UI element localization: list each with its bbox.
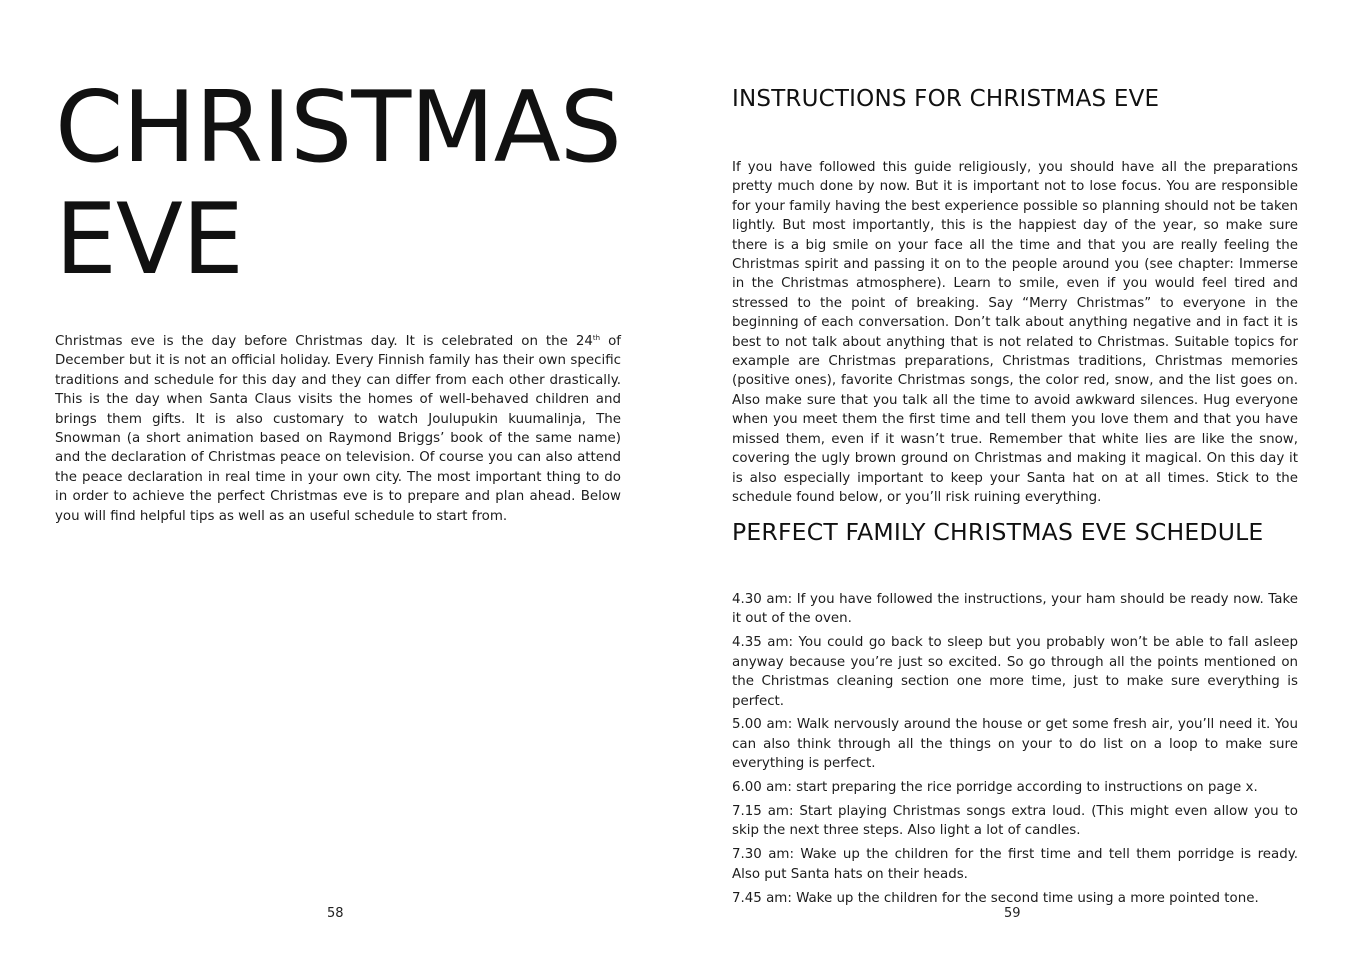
- chapter-title-line-2: EVE: [55, 183, 243, 297]
- chapter-title-line-1: CHRISTMAS: [55, 71, 621, 185]
- page-number-left: 58: [327, 906, 344, 921]
- page-number-right: 59: [1004, 906, 1021, 921]
- right-page: [676, 0, 1353, 960]
- schedule-list: [732, 590, 1298, 913]
- schedule-item: 5.00 am: Walk nervously around the house or get some fresh air, you’ll need it. You can also think through all the things on your to do list on a loop to make sure everything is perfect.: [732, 717, 1298, 772]
- chapter-title: [55, 72, 655, 296]
- instructions-heading: INSTRUCTIONS FOR CHRISTMAS EVE: [732, 86, 1160, 112]
- schedule-item: 7.30 am: Wake up the children for the first time and tell them porridge is ready. Also put Santa hats on their heads.: [732, 847, 1298, 882]
- instructions-paragraph: If you have followed this guide religiously, you should have all the preparations pretty much done by now. But it is important not to lose focus. You are responsible for your family having the best experience possible so planning should not be taken lightly. But most importantly, this is the happiest day of the year, so make sure there is a big smile on your face all the time and that you are really feeling the Christmas spirit and passing it on to the people around you (see chapter: Immerse in the Christmas atmosphere). Learn to smile, even if you would feel tired and stressed to the point of breaking. Say “Merry Christmas” to everyone in the beginning of each conversation. Don’t talk about anything negative and in fact it is best to not talk about anything that is not related to Christmas. Suitable topics for example are Christmas preparations, Christmas traditions, Christmas memories (positive ones), favorite Christmas songs, the color red, snow, and the list goes on. Also make sure that you talk all the time to avoid awkward silences. Hug everyone when you meet them the first time and tell them you love them and that you have missed them, even if it wasn’t true. Remember that white lies are like the snow, covering the ugly brown ground on Christmas and making it magical. On this day it is also especially important to keep your Santa hat on at all times. Stick to the schedule found below, or you’ll risk ruining everything.: [732, 160, 1298, 505]
- ordinal-superscript: th: [592, 334, 601, 342]
- schedule-item: 4.35 am: You could go back to sleep but you probably won’t be able to fall asleep anyway because you’re just so excited. So go through all the points mentioned on the Christmas cleaning section one more time, just to make sure everything is perfect.: [732, 635, 1298, 709]
- intro-text-end: of December but it is not an official holiday. Every Finnish family has their own specific traditions and schedule for this day and they can differ from each other drastically. This is the day when Santa Claus visits the homes of well-behaved children and brings them gifts. It is also customary to watch Joulupukin kuumalinja, The Snowman (a short animation based on Raymond Briggs’ book of the same name) and the declaration of Christmas peace on television. Of course you can also attend the peace declaration in real time in your own city. The most important thing to do in order to achieve the perfect Christmas eve is to prepare and plan ahead. Below you will find helpful tips as well as an useful schedule to start from.: [55, 334, 621, 524]
- schedule-item: 7.15 am: Start playing Christmas songs extra loud. (This might even allow you to skip the next three steps. Also light a lot of candles.: [732, 804, 1298, 839]
- schedule-item: 7.45 am: Wake up the children for the second time using a more pointed tone.: [732, 890, 1259, 906]
- schedule-heading: PERFECT FAMILY CHRISTMAS EVE SCHEDULE: [732, 518, 1264, 546]
- intro-text-start: Christmas eve is the day before Christmas day. It is celebrated on the 24: [55, 334, 593, 349]
- intro-paragraph: [55, 332, 621, 526]
- left-page: [0, 0, 676, 960]
- schedule-item: 4.30 am: If you have followed the instructions, your ham should be ready now. Take it out of the oven.: [732, 592, 1298, 627]
- schedule-item: 6.00 am: start preparing the rice porridge according to instructions on page x.: [732, 780, 1258, 796]
